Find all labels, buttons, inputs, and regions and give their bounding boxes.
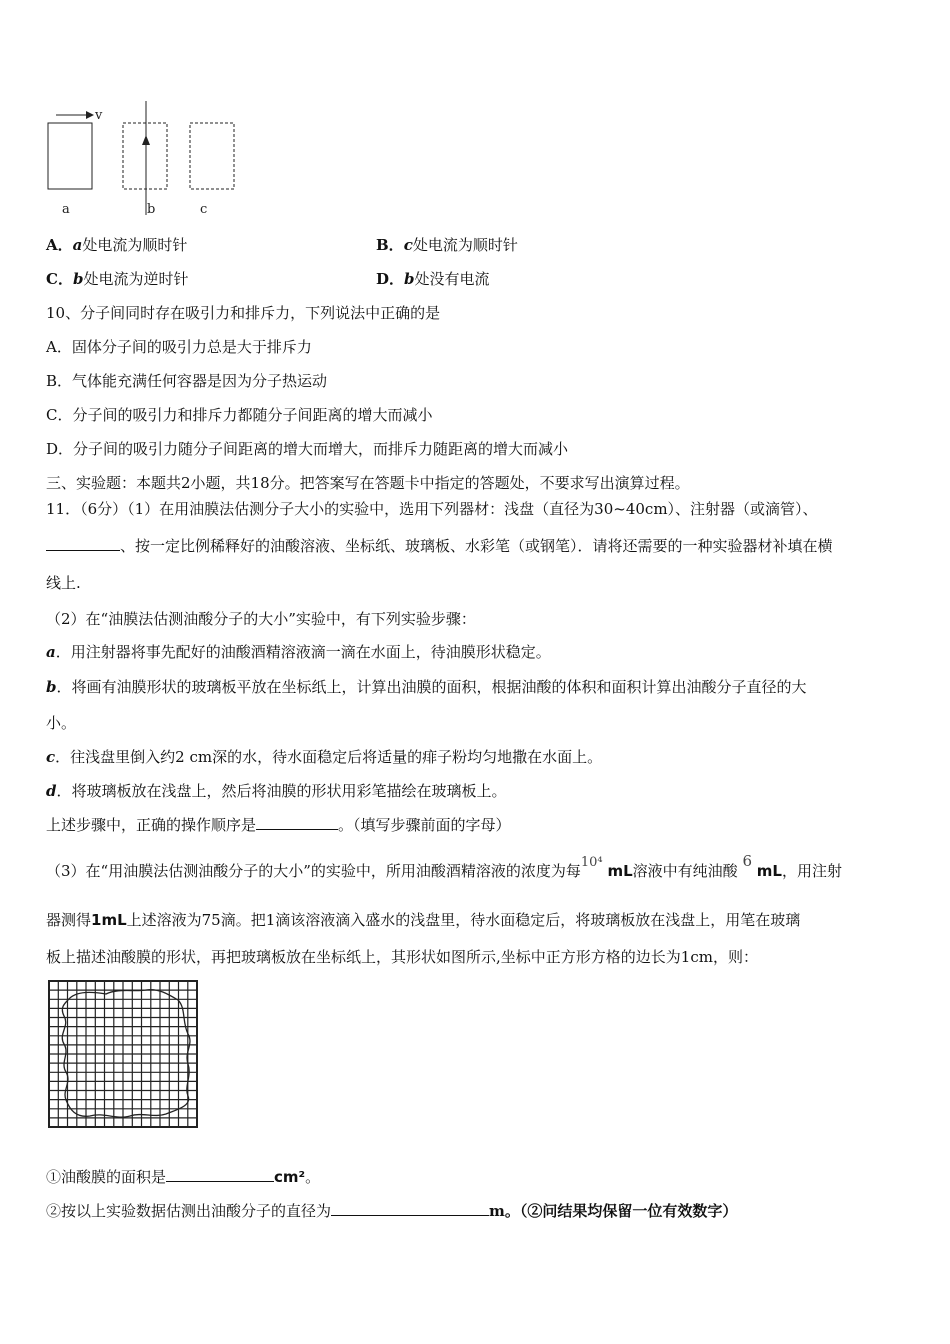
q11-part1-line1: 11．（6分）（1）在用油膜法估测分子大小的实验中，选用下列器材：浅盘（直径为30~40cm）、注射器（或滴管）、: [46, 500, 818, 518]
concentration-total: 10⁴: [580, 855, 603, 870]
velocity-arrow: [56, 111, 94, 119]
q11-part1-line2: 、按一定比例稀释好的油酸溶液、坐标纸、玻璃板、水彩笔（或钢笔）．请将还需要的一种实验器材补填在横: [46, 536, 833, 556]
q9-option-b: B．c处电流为顺时针: [376, 236, 518, 254]
q10-stem: 10、分子间同时存在吸引力和排斥力，下列说法中正确的是: [46, 304, 441, 322]
answer-blank-equipment[interactable]: [46, 536, 120, 551]
q9-option-a: A．a处电流为顺时针: [46, 236, 188, 254]
loop-c: [190, 123, 234, 189]
step-b-continued: 小。: [46, 714, 77, 732]
concentration-pure: 6: [742, 852, 752, 870]
q10-option-c: C．分子间的吸引力和排斥力都随分子间距离的增大而减小: [46, 406, 433, 424]
answer-blank-order[interactable]: [256, 815, 338, 830]
label-c: c: [200, 202, 208, 217]
q9-option-d: D．b处没有电流: [376, 270, 490, 288]
q9-option-c: C．b处电流为逆时针: [46, 270, 189, 288]
q11-part3-line1: （3）在“用油膜法估测油酸分子的大小”的实验中，所用油酸酒精溶液的浓度为每10⁴ mL溶液中有纯油酸 6 mL，用注射: [46, 852, 842, 880]
step-c: c．往浅盘里倒入约2 cm深的水，待水面稳定后将适量的痱子粉均匀地撒在水面上。: [46, 748, 603, 766]
q10-option-d: D．分子间的吸引力随分子间距离的增大而增大，而排斥力随距离的增大而减小: [46, 440, 569, 458]
loop-b: [123, 123, 167, 189]
label-b: b: [147, 202, 156, 217]
oil-film-grid-figure: [46, 978, 202, 1132]
answer-diameter-line: ②按以上实验数据估测出油酸分子的直径为 m。（②问结果均保留一位有效数字）: [46, 1202, 738, 1220]
step-d: d．将玻璃板放在浅盘上，然后将油膜的形状用彩笔描绘在玻璃板上。: [46, 782, 507, 800]
loop-a: [48, 123, 92, 189]
q11-part3-line2: 器测得1mL上述溶液为75滴。把1滴该溶液滴入盛水的浅盘里，待水面稳定后，将玻璃板放在浅盘上，用笔在玻璃: [46, 911, 801, 929]
q11-part1-line3: 线上.: [46, 574, 81, 592]
label-a: a: [62, 202, 70, 217]
grid-lines: [49, 981, 197, 1127]
q11-part3-line3: 板上描述油酸膜的形状，再把玻璃板放在坐标纸上，其形状如图所示,坐标中正方形方格的边长为1cm，则：: [46, 948, 758, 966]
answer-blank-area[interactable]: [166, 1167, 274, 1182]
section-heading: 三、实验题：本题共2小题，共18分。把答案写在答题卡中指定的答题处，不要求写出演算过程。: [46, 474, 690, 492]
loops-figure: [40, 95, 260, 220]
order-question: 上述步骤中，正确的操作顺序是 。（填写步骤前面的字母）: [46, 816, 511, 834]
q10-option-b: B．气体能充满任何容器是因为分子热运动: [46, 372, 328, 390]
q10-option-a: A．固体分子间的吸引力总是大于排斥力: [46, 338, 312, 356]
q11-part2-intro: （2）在“油膜法估测油酸分子的大小”实验中，有下列实验步骤：: [46, 610, 476, 628]
current-wire: [142, 101, 150, 215]
answer-blank-diameter[interactable]: [331, 1201, 489, 1216]
velocity-label: v: [95, 108, 103, 123]
answer-area-line: ①油酸膜的面积是 cm²。: [46, 1168, 321, 1186]
step-a: a．用注射器将事先配好的油酸酒精溶液滴一滴在水面上，待油膜形状稳定。: [46, 643, 551, 661]
step-b: b．将画有油膜形状的玻璃板平放在坐标纸上，计算出油膜的面积，根据油酸的体积和面积计算出油酸分子直径的大: [46, 678, 807, 696]
